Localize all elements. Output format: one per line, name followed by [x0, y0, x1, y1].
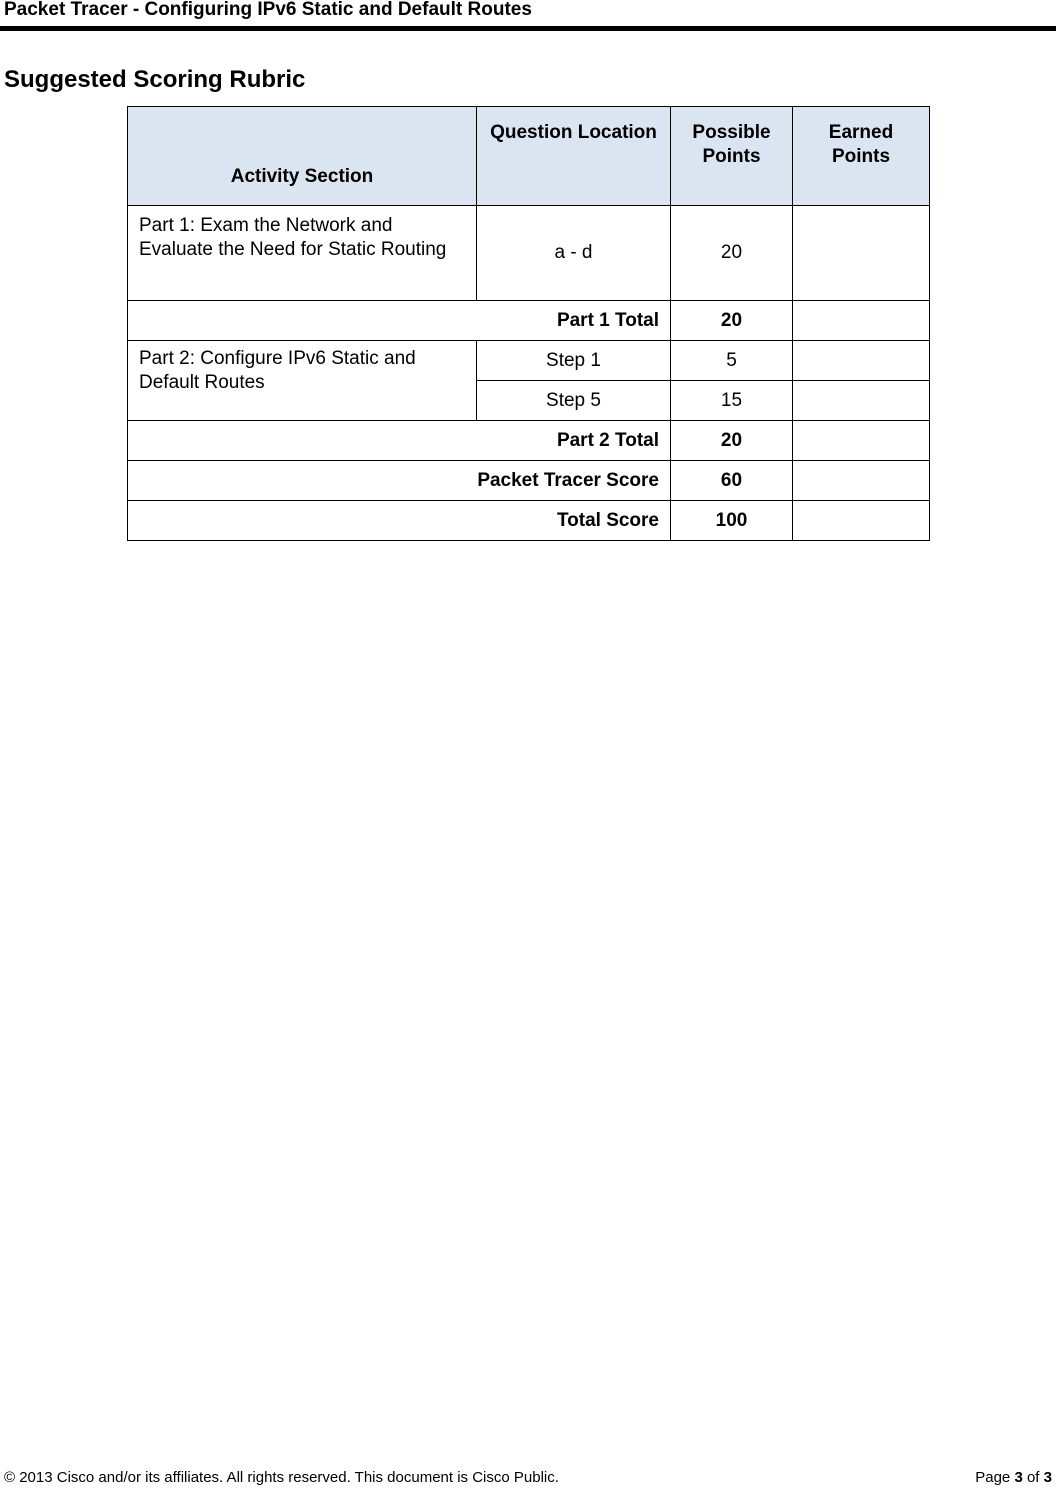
table-header-row [128, 107, 930, 206]
total-score-earned [793, 501, 930, 541]
total-score-label: Total Score [128, 501, 671, 541]
possible-points-cell-part1: 20 [671, 206, 793, 301]
earned-points-cell-step5 [793, 381, 930, 421]
page-current: 3 [1014, 1469, 1023, 1486]
part1-total-points: 20 [671, 301, 793, 341]
scoring-rubric-table [127, 106, 930, 541]
section-title: Suggested Scoring Rubric [4, 66, 306, 93]
page-total: 3 [1043, 1469, 1052, 1486]
earned-points-cell-part1 [793, 206, 930, 301]
column-header-earned-points: Earned Points [793, 107, 930, 206]
part2-total-label: Part 2 Total [128, 421, 671, 461]
activity-cell-part1: Part 1: Exam the Network and Evaluate the Need for Static Routing [128, 206, 477, 301]
page-of: of [1026, 1469, 1040, 1486]
footer-page-number [975, 1469, 1052, 1487]
column-header-activity-section: Activity Section [128, 107, 477, 206]
column-header-question-location: Question Location [477, 107, 671, 206]
part1-total-earned [793, 301, 930, 341]
location-cell-part1: a - d [477, 206, 671, 301]
part2-total-points: 20 [671, 421, 793, 461]
table-row-packet-tracer-score [128, 461, 930, 501]
table-row-part2-step1 [128, 341, 930, 381]
earned-points-cell-step1 [793, 341, 930, 381]
part2-total-earned [793, 421, 930, 461]
footer-copyright: © 2013 Cisco and/or its affiliates. All rights reserved. This document is Cisco Public. [4, 1469, 559, 1486]
table-row-part1-total [128, 301, 930, 341]
activity-cell-part2: Part 2: Configure IPv6 Static and Default Routes [128, 341, 477, 421]
packet-tracer-score-points: 60 [671, 461, 793, 501]
document-header-title: Packet Tracer - Configuring IPv6 Static and Default Routes [4, 0, 532, 20]
location-cell-step1: Step 1 [477, 341, 671, 381]
table-row-total-score [128, 501, 930, 541]
possible-points-cell-step1: 5 [671, 341, 793, 381]
column-header-possible-points: Possible Points [671, 107, 793, 206]
packet-tracer-score-label: Packet Tracer Score [128, 461, 671, 501]
packet-tracer-score-earned [793, 461, 930, 501]
location-cell-step5: Step 5 [477, 381, 671, 421]
total-score-points: 100 [671, 501, 793, 541]
possible-points-cell-step5: 15 [671, 381, 793, 421]
table-row-part2-total [128, 421, 930, 461]
header-rule [0, 26, 1056, 31]
page-label: Page [975, 1469, 1011, 1486]
table-row-part1 [128, 206, 930, 301]
part1-total-label: Part 1 Total [128, 301, 671, 341]
